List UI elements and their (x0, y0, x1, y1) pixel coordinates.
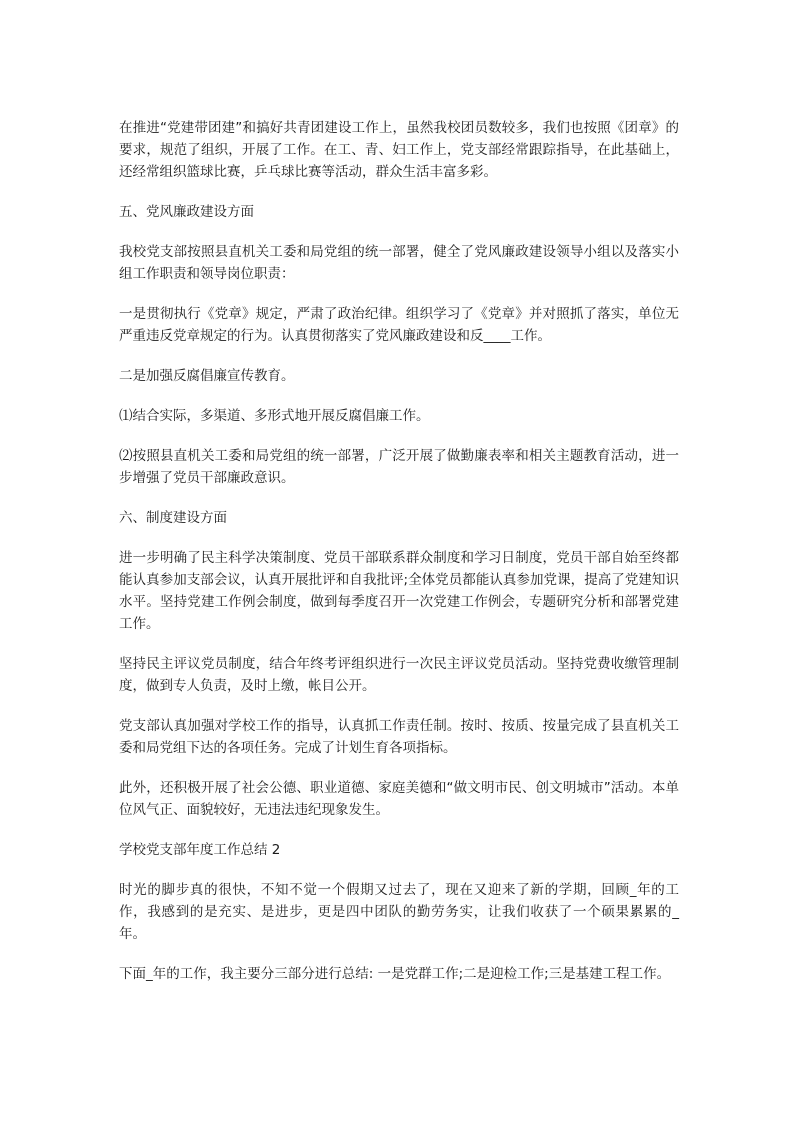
paragraph-school-guidance: 党支部认真加强对学校工作的指导，认真抓工作责任制。按时、按质、按量完成了县直机关工委和局党组下达的各项任务。完成了计划生育各项指标。 (119, 718, 679, 756)
document-body (119, 117, 679, 1003)
paragraph-subpoint-2: ⑵按照县直机关工委和局党组的统一部署，广泛开展了做勤廉表率和相关主题教育活动，进一步增强了党员干部廉政意识。 (119, 448, 679, 486)
paragraph-point-two: 二是加强反腐倡廉宣传教育。 (119, 368, 295, 384)
paragraph-civic-activities: 此外，还积极开展了社会公德、职业道德、家庭美德和“做文明市民、创文明城市”活动。本单位风气正、面貌较好，无违法违纪现象发生。 (119, 780, 679, 818)
section-heading-summary-2: 学校党支部年度工作总结 2 (119, 842, 281, 858)
paragraph-party-youth-league: 在推进“党建带团建”和搞好共青团建设工作上，虽然我校团员数较多，我们也按照《团章》的要求，规范了组织，开展了工作。在工、青、妇工作上，党支部经常跟踪指导，在此基础上，还经常组织篮球比赛，乒乓球比赛等活动，群众生活丰富多彩。 (119, 120, 679, 180)
paragraph-point-one: 一是贯彻执行《党章》规定，严肃了政治纪律。组织学习了《党章》并对照抓了落实，单位无严重违反党章规定的行为。认真贯彻落实了党风廉政建设和反____工作。 (119, 306, 679, 344)
paragraph-democratic-review: 坚持民主评议党员制度，结合年终考评组织进行一次民主评议党员活动。坚持党费收缴管理制度，做到专人负责，及时上缴，帐目公开。 (119, 656, 679, 694)
paragraph-integrity-intro: 我校党支部按照县直机关工委和局党组的统一部署，健全了党风廉政建设领导小组以及落实小组工作职责和领导岗位职责： (119, 244, 679, 282)
paragraph-summary-outline: 下面_年的工作，我主要分三部分进行总结: 一是党群工作;二是迎检工作;三是基建工程工作。 (119, 966, 671, 982)
paragraph-subpoint-1: ⑴结合实际，多渠道、多形式地开展反腐倡廉工作。 (119, 408, 430, 424)
paragraph-system-decisions: 进一步明确了民主科学决策制度、党员干部联系群众制度和学习日制度，党员干部自始至终都能认真参加支部会议，认真开展批评和自我批评;全体党员都能认真参加党课，提高了党建知识水平。坚持党建工作例会制度，做到每季度召开一次党建工作例会，专题研究分析和部署党建工作。 (119, 550, 679, 632)
paragraph-time-passes: 时光的脚步真的很快，不知不觉一个假期又过去了，现在又迎来了新的学期，回顾_年的工作，我感到的是充实、是进步，更是四中团队的勤劳务实，让我们收获了一个硕果累累的_年。 (119, 882, 679, 942)
section-heading-system: 六、制度建设方面 (119, 510, 227, 526)
section-heading-integrity: 五、党风廉政建设方面 (119, 204, 254, 220)
